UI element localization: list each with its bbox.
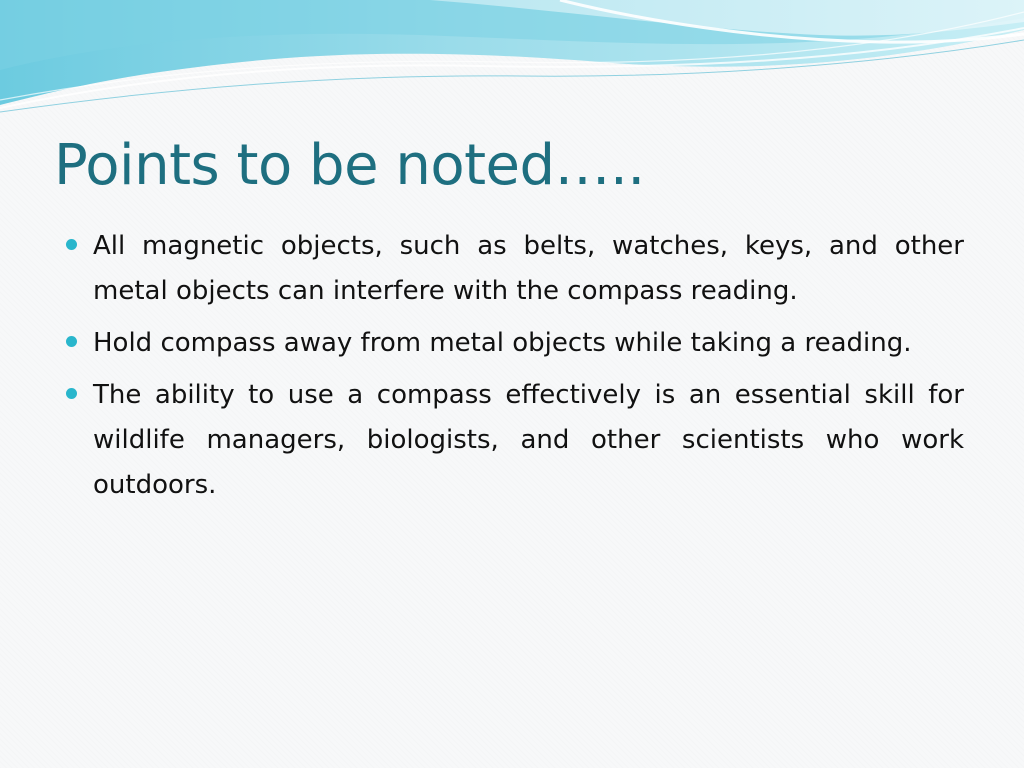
wave-banner-decoration [0,0,1024,120]
bullet-item [60,224,964,314]
bullet-text: The ability to use a compass effectively is an essential skill for wildlife managers, biologists, and other scientists who work outdoors. [93,380,964,500]
slide-title: Points to be noted….. [54,133,645,198]
bullet-dot-icon [66,388,77,399]
bullet-dot-icon [66,336,77,347]
bullet-text: All magnetic objects, such as belts, watches, keys, and other metal objects can interfere with the compass reading. [93,231,964,306]
bullet-list [60,224,964,515]
bullet-item [60,321,964,366]
bullet-dot-icon [66,239,77,250]
bullet-text: Hold compass away from metal objects while taking a reading. [93,328,912,358]
bullet-item [60,373,964,508]
